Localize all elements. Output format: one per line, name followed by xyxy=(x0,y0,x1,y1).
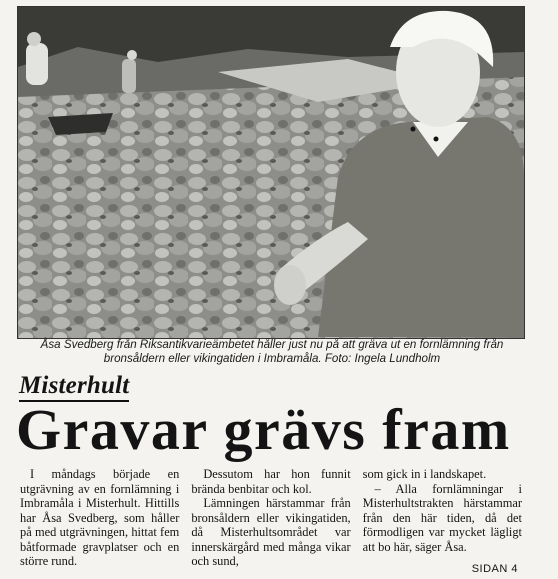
column-1 xyxy=(20,467,179,575)
kicker: Misterhult xyxy=(19,372,129,402)
photo-caption xyxy=(17,338,527,366)
article-body xyxy=(20,467,522,575)
caption-line-1: Åsa Svedberg från Riksantikvarieämbetet håller just nu på att gräva ut en fornlämning från xyxy=(40,338,504,351)
paragraph: Lämningen härstammar från bronsåldern eller vikingatiden, då Misterhultsområdet var innerskärgård med många vikar och sund, xyxy=(191,496,351,568)
paragraph: I måndags började en utgrävning av en fornlämning i Imbramåla i Misterhult. Hittills har Åsa Svedberg, som håller på med utgrävningen, hittat fem båtformade gravplatser och en större rund. xyxy=(20,467,180,568)
column-3 xyxy=(363,467,522,575)
excavation-photo-illustration xyxy=(18,7,524,338)
paragraph: – Alla fornlämningar i Misterhultstrakten härstammar från den här tiden, då det förmodligen var mycket lägligt att bo här, säger Åsa. xyxy=(362,481,522,554)
paragraph: som gick in i landskapet. xyxy=(362,467,487,481)
column-2 xyxy=(191,467,350,575)
article-photo xyxy=(17,6,525,339)
page-number: SIDAN 4 xyxy=(471,563,518,575)
caption-line-2: bronsåldern eller vikingatiden i Imbramåla. Foto: Ingela Lundholm xyxy=(103,352,441,365)
paragraph: Dessutom har hon funnit brända benbitar och kol. xyxy=(191,467,351,496)
headline: Gravar grävs fram xyxy=(16,397,511,462)
